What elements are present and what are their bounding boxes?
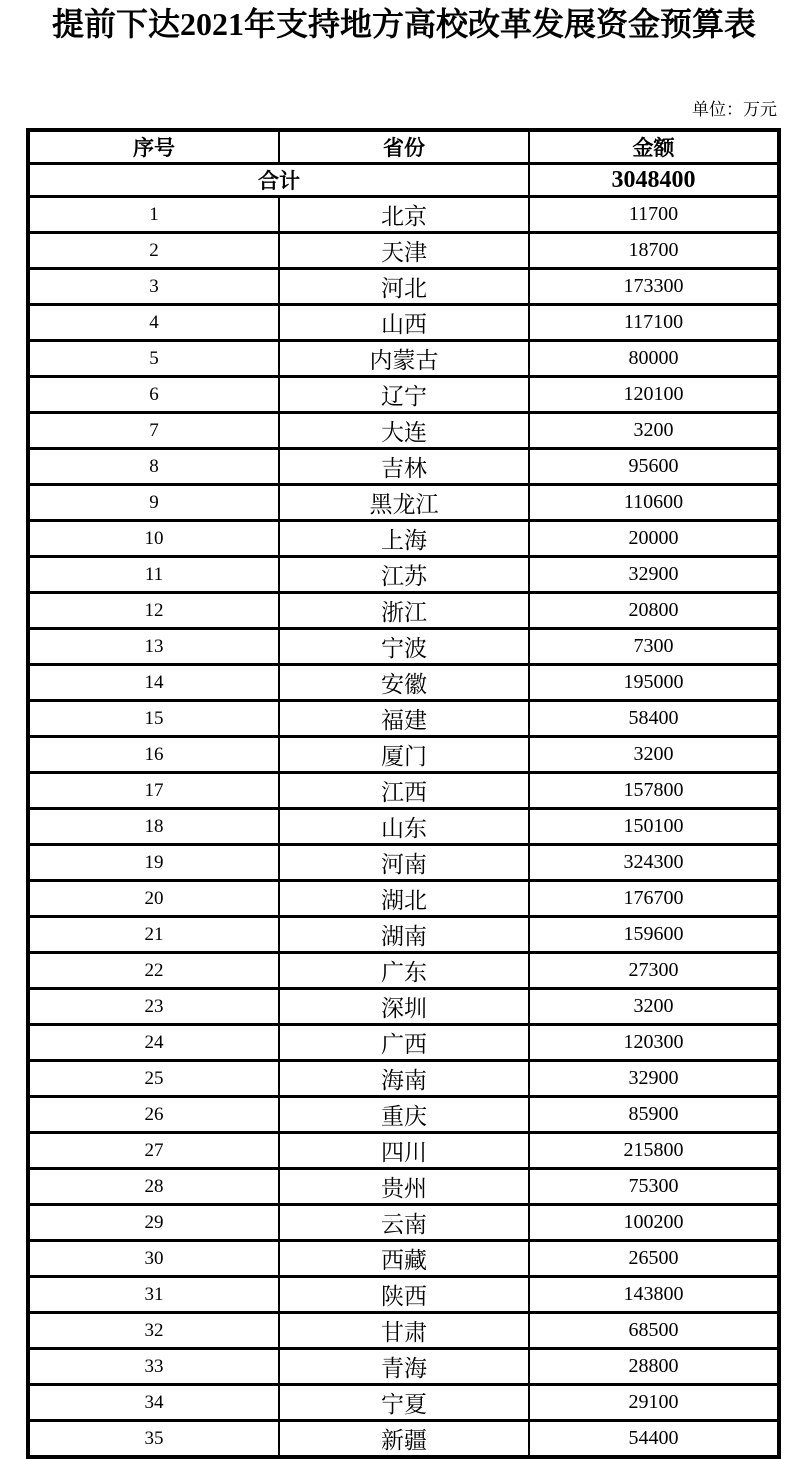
table-row [28,1025,779,1061]
amount-cell: 100200 [529,1205,779,1241]
province-cell: 安徽 [279,665,529,701]
province-cell: 四川 [279,1133,529,1169]
amount-cell: 117100 [529,305,779,341]
row-number-cell: 25 [28,1061,279,1097]
province-cell: 江苏 [279,557,529,593]
row-number-cell: 31 [28,1277,279,1313]
row-number-cell: 3 [28,269,279,305]
table-row [28,377,779,413]
row-number-cell: 15 [28,701,279,737]
table-row [28,701,779,737]
table-row [28,305,779,341]
table-row [28,737,779,773]
row-number-cell: 32 [28,1313,279,1349]
amount-cell: 20800 [529,593,779,629]
province-cell: 山东 [279,809,529,845]
row-number-cell: 10 [28,521,279,557]
table-body [28,164,779,1458]
row-number-cell: 30 [28,1241,279,1277]
province-cell: 贵州 [279,1169,529,1205]
table-row [28,341,779,377]
amount-cell: 159600 [529,917,779,953]
province-cell: 云南 [279,1205,529,1241]
province-cell: 宁波 [279,629,529,665]
total-label-cell: 合计 [28,164,529,197]
table-row [28,1241,779,1277]
table-row [28,917,779,953]
amount-cell: 157800 [529,773,779,809]
row-number-cell: 9 [28,485,279,521]
amount-cell: 110600 [529,485,779,521]
row-number-cell: 21 [28,917,279,953]
table-row [28,1313,779,1349]
row-number-cell: 2 [28,233,279,269]
row-number-cell: 35 [28,1421,279,1458]
province-cell: 湖南 [279,917,529,953]
province-cell: 厦门 [279,737,529,773]
amount-cell: 27300 [529,953,779,989]
table-row [28,629,779,665]
province-cell: 山西 [279,305,529,341]
province-cell: 深圳 [279,989,529,1025]
table-row [28,449,779,485]
province-cell: 甘肃 [279,1313,529,1349]
amount-cell: 68500 [529,1313,779,1349]
province-cell: 辽宁 [279,377,529,413]
amount-cell: 75300 [529,1169,779,1205]
row-number-cell: 24 [28,1025,279,1061]
province-cell: 黑龙江 [279,485,529,521]
amount-cell: 85900 [529,1097,779,1133]
row-number-cell: 22 [28,953,279,989]
province-cell: 重庆 [279,1097,529,1133]
province-cell: 北京 [279,197,529,233]
table-row [28,1385,779,1421]
table-row [28,1349,779,1385]
amount-cell: 54400 [529,1421,779,1458]
row-number-cell: 34 [28,1385,279,1421]
table-row [28,485,779,521]
table-row [28,1205,779,1241]
amount-cell: 195000 [529,665,779,701]
amount-cell: 28800 [529,1349,779,1385]
row-number-cell: 23 [28,989,279,1025]
row-number-cell: 7 [28,413,279,449]
page-title: 提前下达2021年支持地方高校改革发展资金预算表 [51,6,756,42]
province-cell: 江西 [279,773,529,809]
province-cell: 福建 [279,701,529,737]
table-row [28,593,779,629]
table-row [28,845,779,881]
header-row [28,130,779,164]
province-cell: 广西 [279,1025,529,1061]
row-number-cell: 1 [28,197,279,233]
row-number-cell: 13 [28,629,279,665]
province-cell: 吉林 [279,449,529,485]
amount-cell: 215800 [529,1133,779,1169]
province-cell: 河北 [279,269,529,305]
amount-cell: 3200 [529,413,779,449]
province-cell: 青海 [279,1349,529,1385]
amount-cell: 176700 [529,881,779,917]
province-cell: 海南 [279,1061,529,1097]
table-row [28,1169,779,1205]
row-number-cell: 17 [28,773,279,809]
table-row [28,953,779,989]
table-row [28,665,779,701]
amount-cell: 11700 [529,197,779,233]
amount-cell: 20000 [529,521,779,557]
province-cell: 浙江 [279,593,529,629]
row-number-cell: 29 [28,1205,279,1241]
amount-cell: 173300 [529,269,779,305]
row-number-cell: 33 [28,1349,279,1385]
table-row [28,197,779,233]
amount-cell: 26500 [529,1241,779,1277]
row-number-cell: 20 [28,881,279,917]
amount-cell: 120300 [529,1025,779,1061]
amount-cell: 80000 [529,341,779,377]
amount-cell: 3200 [529,737,779,773]
row-number-cell: 16 [28,737,279,773]
table-row [28,1421,779,1458]
table-row [28,233,779,269]
row-number-cell: 8 [28,449,279,485]
table-row [28,1061,779,1097]
table-row [28,557,779,593]
amount-cell: 7300 [529,629,779,665]
province-cell: 新疆 [279,1421,529,1458]
row-number-cell: 14 [28,665,279,701]
amount-cell: 3200 [529,989,779,1025]
unit-note: 单位：万元 [692,100,777,119]
amount-cell: 95600 [529,449,779,485]
row-number-cell: 11 [28,557,279,593]
table-row [28,521,779,557]
header-no: 序号 [28,130,279,164]
amount-cell: 120100 [529,377,779,413]
row-number-cell: 4 [28,305,279,341]
amount-cell: 18700 [529,233,779,269]
province-cell: 内蒙古 [279,341,529,377]
amount-cell: 150100 [529,809,779,845]
table-row [28,881,779,917]
budget-table [26,128,781,1459]
province-cell: 广东 [279,953,529,989]
header-amount: 金额 [529,130,779,164]
table-row [28,989,779,1025]
row-number-cell: 26 [28,1097,279,1133]
amount-cell: 32900 [529,557,779,593]
row-number-cell: 19 [28,845,279,881]
total-amount-cell: 3048400 [529,164,779,197]
table-row [28,413,779,449]
table-row [28,773,779,809]
province-cell: 天津 [279,233,529,269]
table-row [28,269,779,305]
amount-cell: 29100 [529,1385,779,1421]
row-number-cell: 5 [28,341,279,377]
row-number-cell: 6 [28,377,279,413]
table-row [28,1097,779,1133]
province-cell: 宁夏 [279,1385,529,1421]
province-cell: 湖北 [279,881,529,917]
header-province: 省份 [279,130,529,164]
table-row [28,1133,779,1169]
amount-cell: 143800 [529,1277,779,1313]
amount-cell: 32900 [529,1061,779,1097]
amount-cell: 58400 [529,701,779,737]
table-row [28,1277,779,1313]
province-cell: 西藏 [279,1241,529,1277]
row-number-cell: 28 [28,1169,279,1205]
total-row [28,164,779,197]
province-cell: 陕西 [279,1277,529,1313]
table-header [28,130,779,164]
province-cell: 河南 [279,845,529,881]
province-cell: 大连 [279,413,529,449]
table-row [28,809,779,845]
row-number-cell: 18 [28,809,279,845]
row-number-cell: 12 [28,593,279,629]
row-number-cell: 27 [28,1133,279,1169]
amount-cell: 324300 [529,845,779,881]
province-cell: 上海 [279,521,529,557]
